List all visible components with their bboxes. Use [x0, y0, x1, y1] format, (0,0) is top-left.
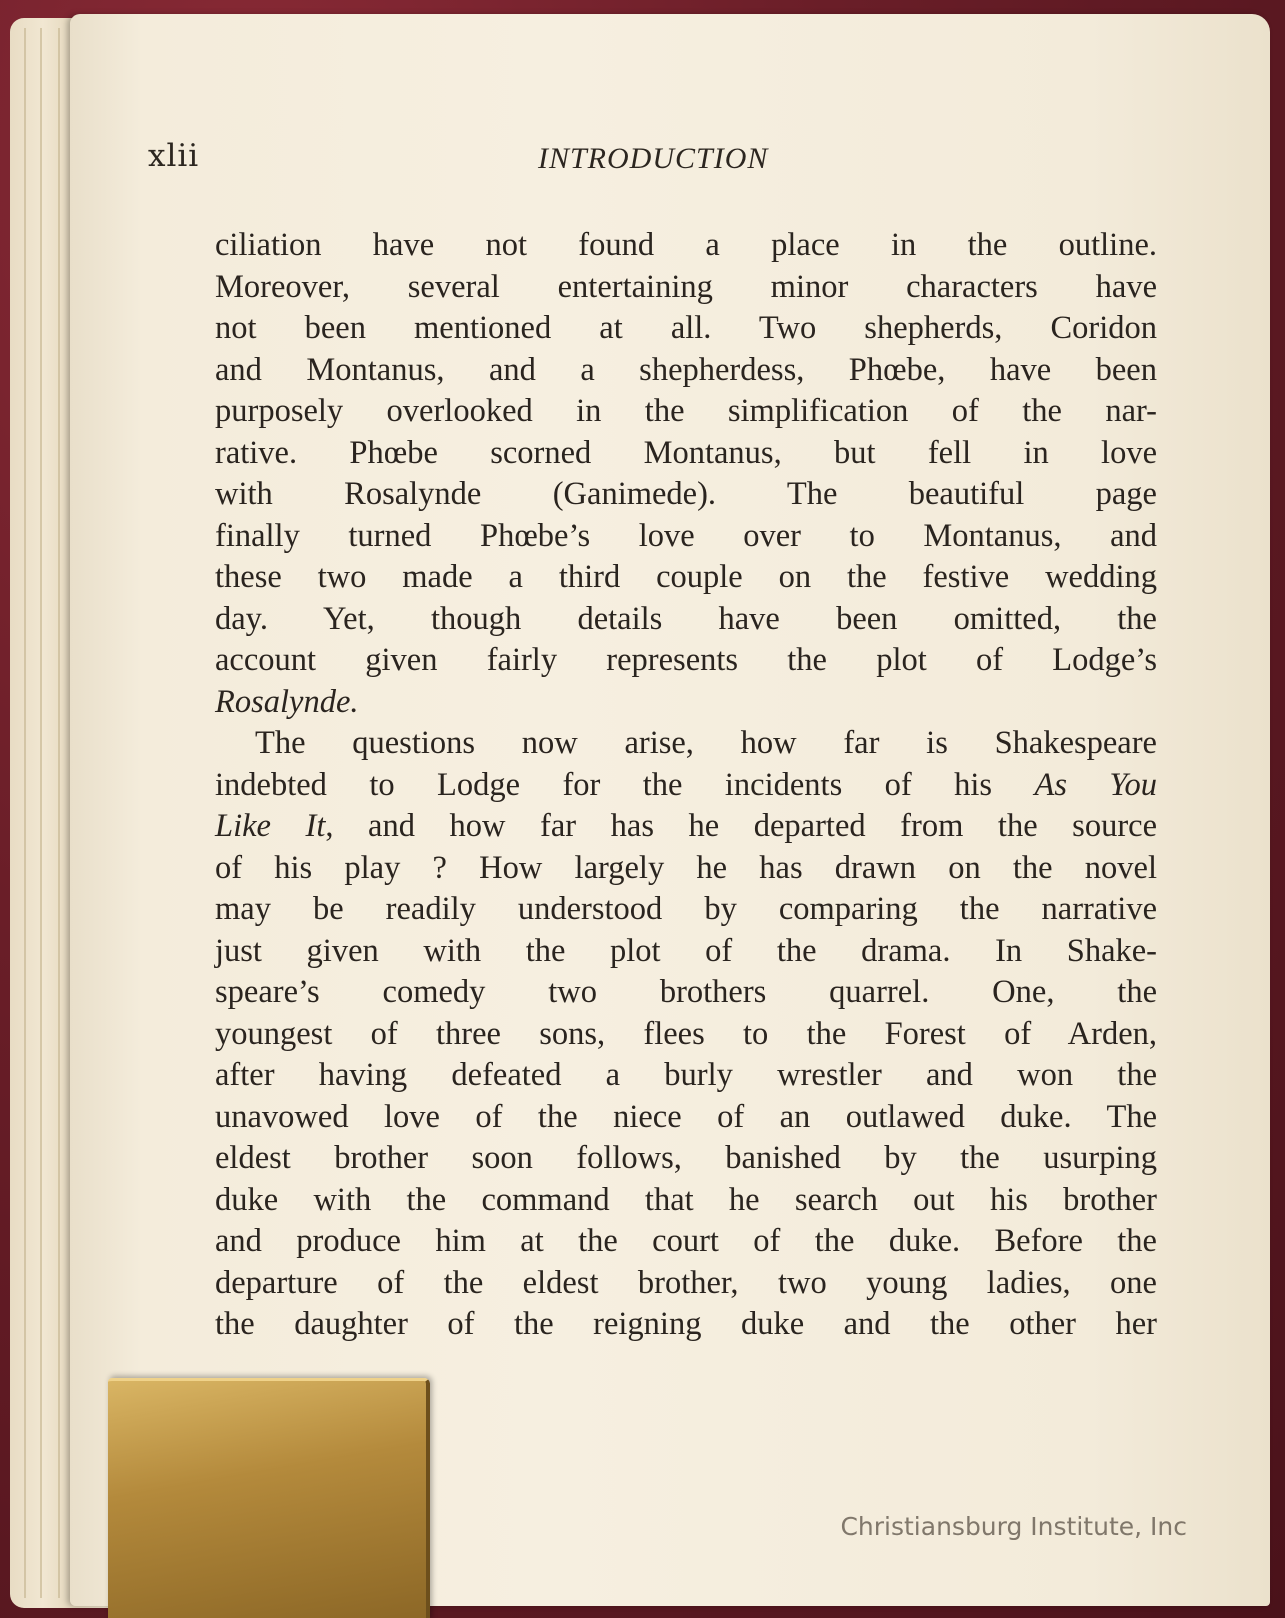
page-edge-line	[58, 28, 60, 1598]
page-number: xlii	[148, 138, 200, 174]
page-header	[148, 138, 1168, 188]
text-line: unavowed love of the niece of an outlawed duke. The	[215, 1098, 1157, 1135]
text-line: speare’s comedy two brothers quarrel. One, the	[215, 974, 1157, 1010]
text-line: after having defeated a burly wrestler and won the	[215, 1057, 1157, 1093]
text-line: youngest of three sons, flees to the Forest of Arden,	[215, 1015, 1157, 1052]
text-line: day. Yet, though details have been omitted, the	[215, 600, 1157, 637]
text-line: may be readily understood by comparing the narrative	[215, 891, 1157, 927]
text-line: and Montanus, and a shepherdess, Phœbe, have been	[215, 351, 1157, 388]
brass-page-clip	[108, 1378, 430, 1618]
text-line: and produce him at the court of the duke. Before the	[215, 1223, 1157, 1259]
text-line: not been mentioned at all. Two shepherds, Coridon	[215, 310, 1157, 346]
text-line: Rosalynde.	[215, 683, 359, 720]
text-line: indebted to Lodge for the incidents of his As You	[215, 766, 1158, 803]
text-line: purposely overlooked in the simplification of the nar-	[215, 393, 1157, 429]
text-line: just given with the plot of the drama. In Shake-	[215, 932, 1157, 969]
watermark: Christiansburg Institute, Inc	[840, 1512, 1187, 1541]
text-line: finally turned Phœbe’s love over to Montanus, and	[215, 517, 1157, 554]
text-line: rative. Phœbe scorned Montanus, but fell in love	[215, 434, 1157, 471]
text-line: Moreover, several entertaining minor characters have	[215, 268, 1157, 305]
text-line: the daughter of the reigning duke and the other her	[215, 1306, 1157, 1342]
text-line: departure of the eldest brother, two young ladies, one	[215, 1264, 1157, 1301]
page-edge-line	[40, 28, 42, 1598]
text-line: Like It, and how far has he departed from the source	[215, 808, 1157, 844]
running-head: INTRODUCTION	[538, 142, 769, 175]
text-line: eldest brother soon follows, banished by the usurping	[215, 1140, 1157, 1176]
text-line: duke with the command that he search out his brother	[215, 1181, 1157, 1218]
body-text	[215, 225, 1157, 1346]
text-line: ciliation have not found a place in the outline.	[215, 227, 1157, 263]
text-line: these two made a third couple on the festive wedding	[215, 559, 1157, 595]
page-edge-line	[24, 28, 26, 1598]
text-line: of his play ? How largely he has drawn on the novel	[215, 849, 1157, 886]
text-line: with Rosalynde (Ganimede). The beautiful page	[215, 476, 1157, 512]
text-line: account given fairly represents the plot of Lodge’s	[215, 642, 1157, 678]
text-line: The questions now arise, how far is Shakespeare	[255, 725, 1157, 761]
